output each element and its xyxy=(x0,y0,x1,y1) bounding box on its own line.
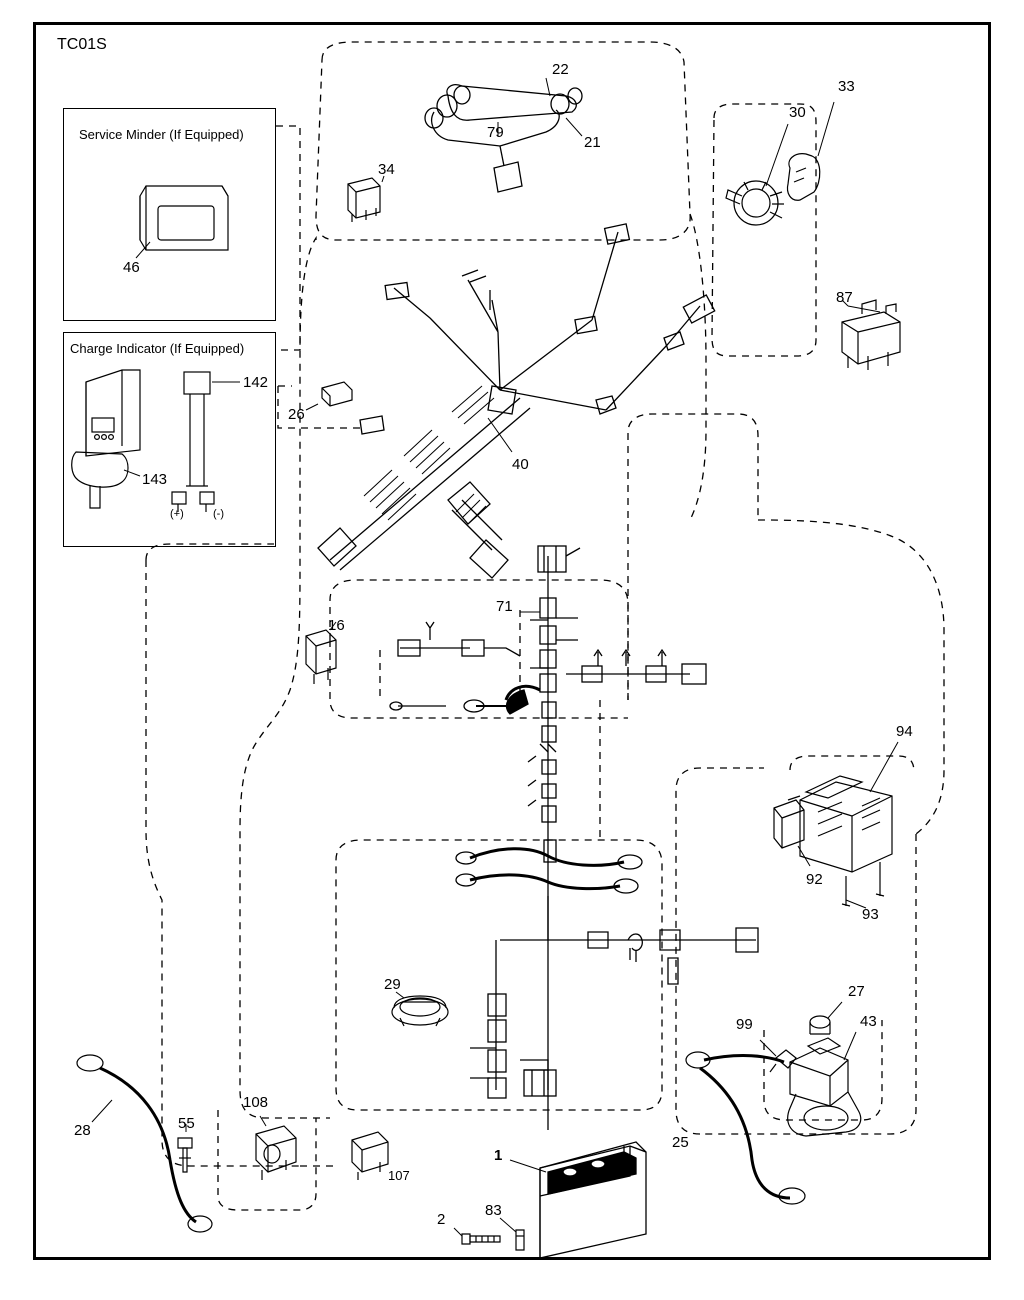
callout-92: 92 xyxy=(806,871,823,888)
callout-142: 142 xyxy=(243,374,269,391)
callout-25: 25 xyxy=(672,1134,689,1151)
callout-71: 71 xyxy=(496,598,513,615)
callout-108: 108 xyxy=(243,1094,269,1111)
callout-28: 28 xyxy=(74,1122,91,1139)
callout-1: 1 xyxy=(494,1147,503,1164)
callout-22: 22 xyxy=(552,61,569,78)
service-minder-title: Service Minder (If Equipped) xyxy=(79,127,244,142)
callout-21: 21 xyxy=(584,134,601,151)
callout-2: 2 xyxy=(437,1211,446,1228)
charge-indicator-title: Charge Indicator (If Equipped) xyxy=(70,341,245,356)
callout-83: 83 xyxy=(485,1202,502,1219)
callout-16: 16 xyxy=(328,617,345,634)
callout-30: 30 xyxy=(789,104,806,121)
callout-94: 94 xyxy=(896,723,913,740)
callout-99: 99 xyxy=(736,1016,753,1033)
callout-33: 33 xyxy=(838,78,855,95)
callout-55: 55 xyxy=(178,1115,195,1132)
polarity-positive: (+) xyxy=(170,508,184,520)
callout-34: 34 xyxy=(378,161,395,178)
callout-46: 46 xyxy=(123,259,140,276)
callout-87: 87 xyxy=(836,289,853,306)
callout-40: 40 xyxy=(512,456,529,473)
callout-27: 27 xyxy=(848,983,865,1000)
callout-93: 93 xyxy=(862,906,879,923)
callout-79: 79 xyxy=(487,124,504,141)
diagram-code: TC01S xyxy=(57,36,107,53)
callout-107: 107 xyxy=(388,1168,410,1183)
callout-143: 143 xyxy=(142,471,168,488)
callout-43: 43 xyxy=(860,1013,877,1030)
polarity-negative: (-) xyxy=(213,508,224,520)
callout-26: 26 xyxy=(288,406,305,423)
callout-29: 29 xyxy=(384,976,401,993)
